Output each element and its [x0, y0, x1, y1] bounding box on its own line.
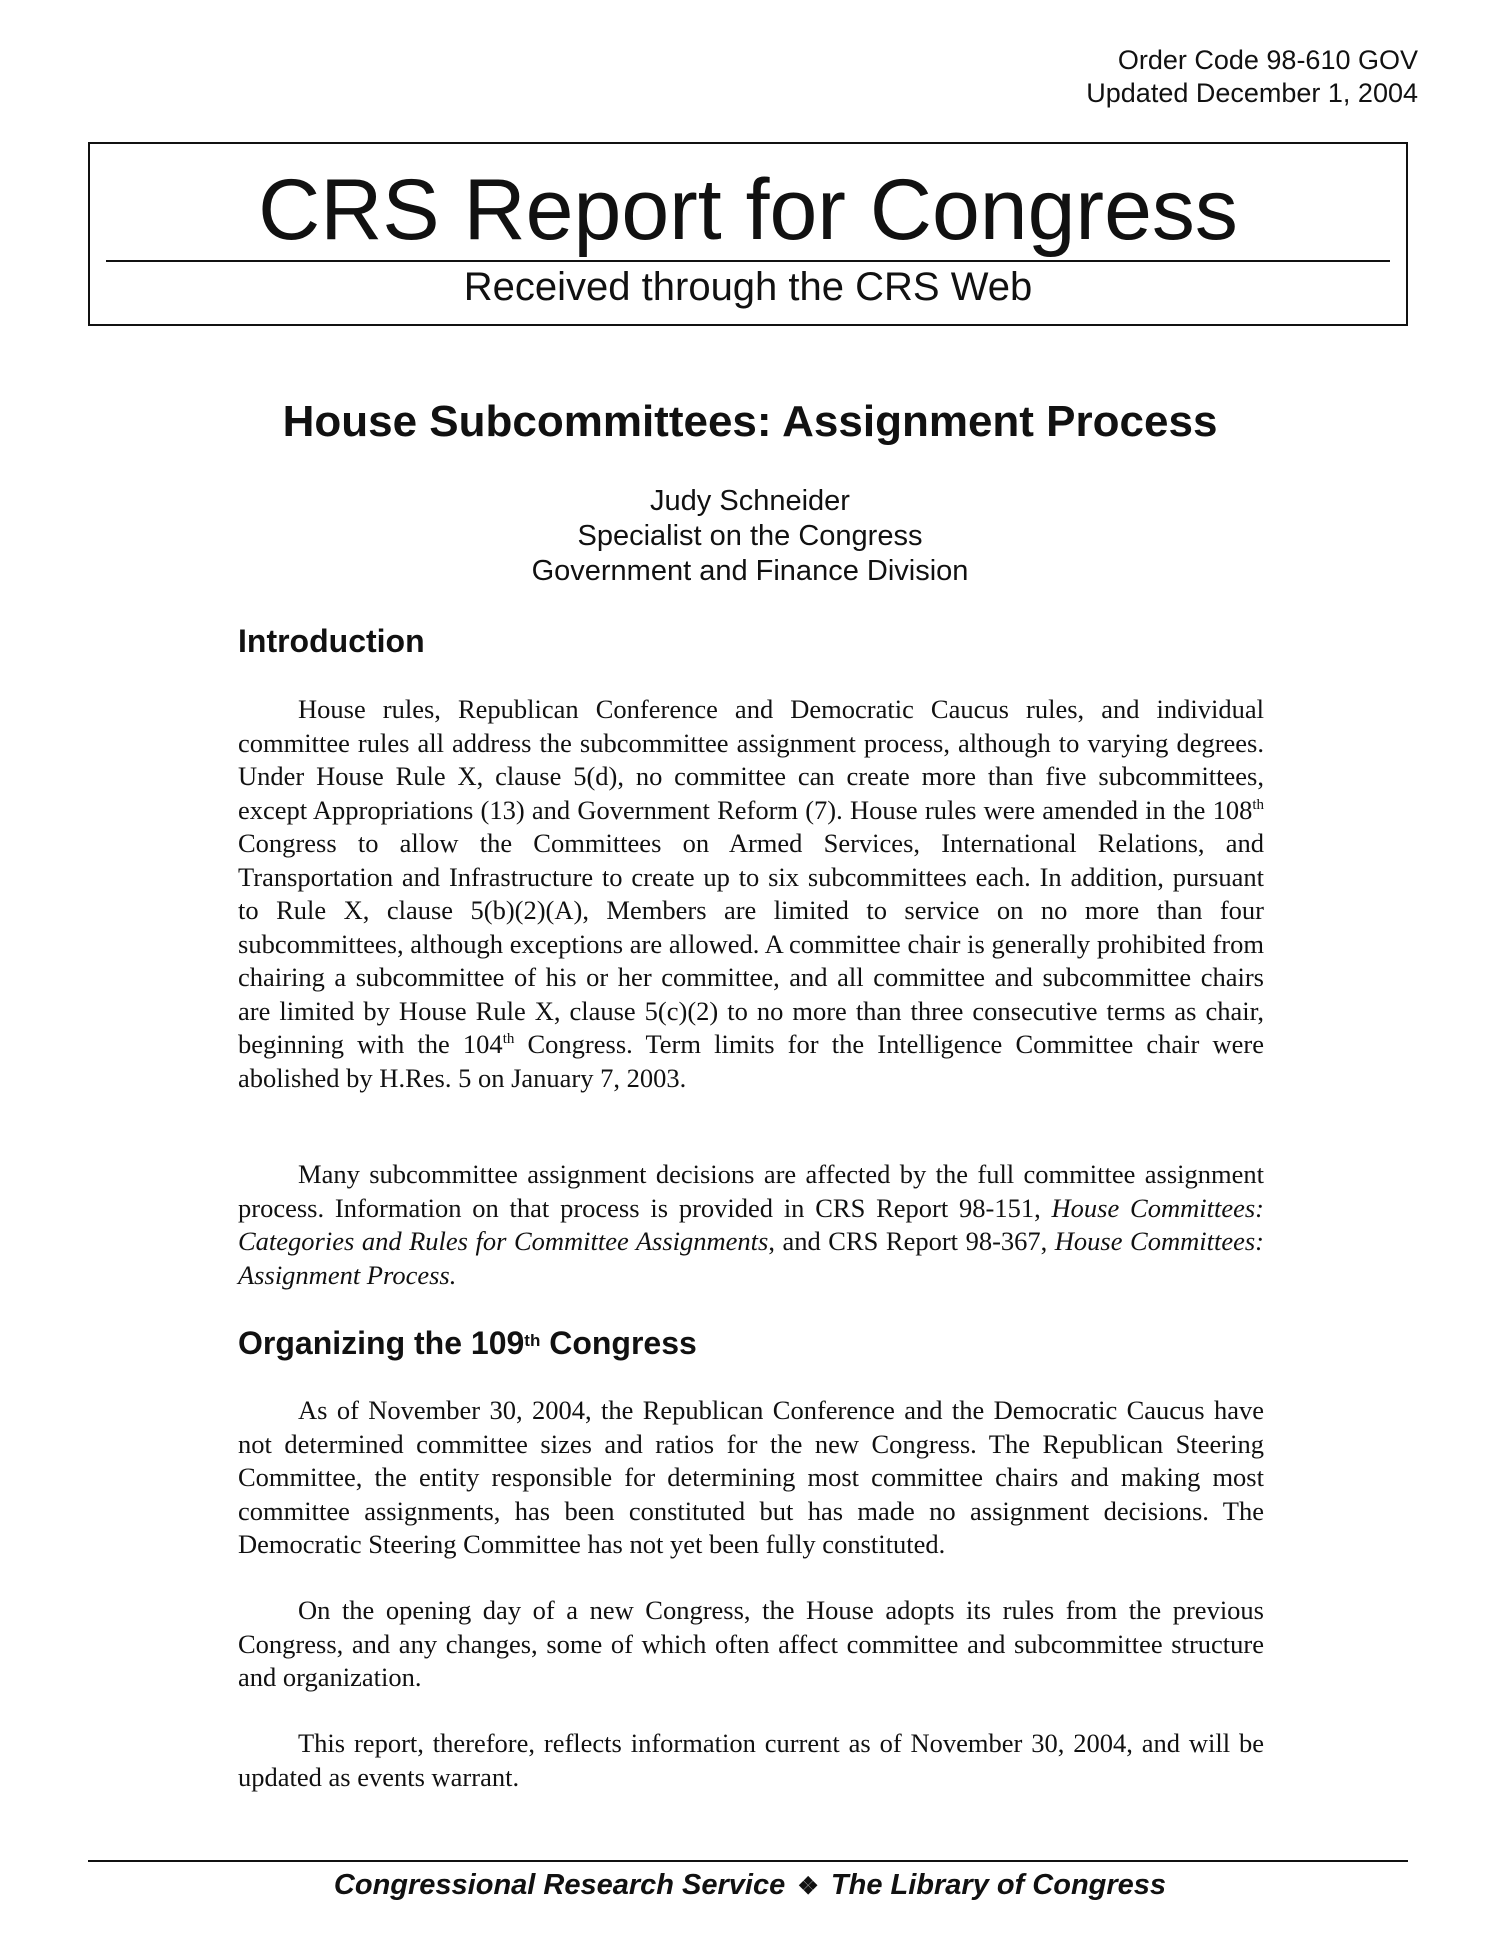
footer — [0, 1867, 1500, 1905]
author-division: Government and Finance Division — [531, 555, 969, 587]
order-code: Order Code 98-610 GOV — [1117, 45, 1418, 75]
crs-banner — [88, 142, 1408, 326]
author-name: Judy Schneider — [650, 485, 850, 517]
author-block — [0, 484, 1500, 589]
banner-title: CRS Report for Congress — [258, 162, 1238, 258]
intro-paragraph-2: Many subcommittee assignment decisions are affected by the full committee assignment process. Information on that process is provided in CRS Report 98-151, House Committees: Categories and Rules for Committee Assignments, and CRS Report 98-367, House Committees: Assignment Process. — [238, 1159, 1264, 1290]
organizing-paragraph-1: As of November 30, 2004, the Republican Conference and the Democratic Caucus have not determined committee sizes and ratios for the new Congress. The Republican Steering Committee, the entity responsible for determining most committee chairs and making most committee assignments, has been constituted but has made no assignment decisions. The Democratic Steering Committee has not yet been fully constituted. — [238, 1395, 1264, 1559]
report-title: House Subcommittees: Assignment Process — [282, 397, 1218, 446]
footer-divider — [88, 1860, 1408, 1862]
organizing-paragraph-2: On the opening day of a new Congress, the House adopts its rules from the previous Congress, and any changes, some of which often affect committee and subcommittee structure and organization. — [238, 1595, 1264, 1692]
order-code-block — [1086, 44, 1418, 110]
banner-subtitle: Received through the CRS Web — [463, 265, 1033, 309]
intro-paragraph-1: House rules, Republican Conference and Democratic Caucus rules, and individual committee rules all address the subcommittee assignment process, although to varying degrees. Under House Rule X, clause 5(d), no committee can create more than five subcommittees, except Appropriations (13) and Government Reform (7). House rules were amended in the 108th Congress to allow the Committees on Armed Services, International Relations, and Transportation and Infrastructure to create up to six subcommittees each. In addition, pursuant to Rule X, clause 5(b)(2)(A), Members are limited to service on no more than four subcommittees, although exceptions are allowed. A committee chair is generally prohibited from chairing a subcommittee of his or her committee, and all committee and subcommittee chairs are limited by House Rule X, clause 5(c)(2) to no more than three consecutive terms as chair, beginning with the 104th Congress. Term limits for the Intelligence Committee chair were abolished by H.Res. 5 on January 7, 2003. — [238, 694, 1264, 1093]
heading-organizing: Organizing the 109th Congress — [238, 1325, 697, 1361]
banner-divider — [106, 260, 1390, 262]
author-role: Specialist on the Congress — [577, 520, 923, 552]
organizing-paragraph-3: This report, therefore, reflects information current as of November 30, 2004, and will be updated as events warrant. — [238, 1728, 1264, 1792]
heading-introduction: Introduction — [238, 623, 425, 659]
footer-right: The Library of Congress — [830, 1869, 1167, 1901]
updated-date: Updated December 1, 2004 — [1086, 78, 1418, 108]
footer-left: Congressional Research Service — [333, 1869, 786, 1901]
diamond-icon: ❖ — [797, 1873, 819, 1900]
